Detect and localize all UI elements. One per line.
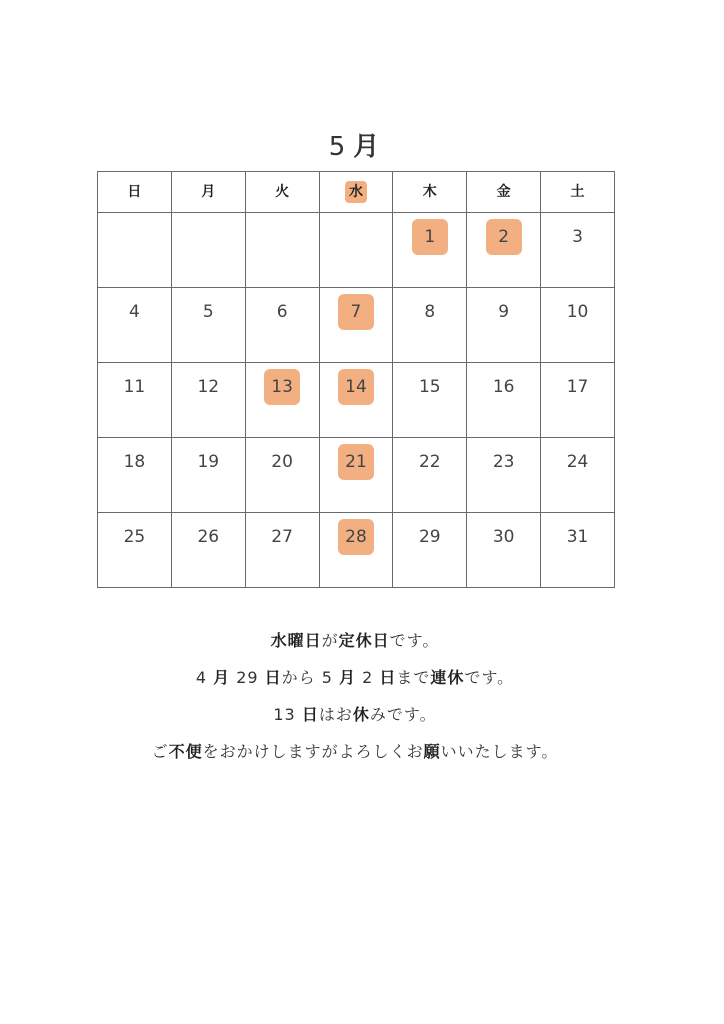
weekday-header — [245, 172, 319, 213]
weekday-label: 月 — [201, 184, 216, 200]
day-number: 10 — [566, 302, 589, 322]
weekday-header — [467, 172, 541, 213]
weekday-header — [541, 172, 615, 213]
week-row — [98, 363, 615, 438]
notice-segment: 2 — [356, 668, 380, 687]
day-number: 30 — [492, 527, 515, 547]
weekday-label: 土 — [570, 184, 585, 200]
day-cell — [319, 438, 393, 513]
notice-emphasis: 月 — [213, 668, 231, 687]
day-cell — [467, 288, 541, 363]
day-cell — [467, 438, 541, 513]
notice-segment: から 5 — [281, 668, 340, 687]
notice-emphasis: 水曜日 — [270, 631, 322, 650]
notice-segment: です。 — [464, 668, 515, 687]
day-cell — [393, 213, 467, 288]
day-cell — [467, 513, 541, 588]
weekday-header — [319, 172, 393, 213]
day-number: 25 — [123, 527, 146, 547]
week-row — [98, 438, 615, 513]
month-number: 5 — [328, 132, 348, 162]
weekday-header-row — [98, 172, 615, 213]
day-number: 6 — [276, 302, 288, 322]
day-cell — [98, 438, 172, 513]
notice-emphasis: 願 — [423, 742, 441, 761]
day-number: 4 — [129, 302, 140, 322]
notice-segment: まで — [396, 668, 431, 687]
notice-emphasis: 日 — [301, 705, 319, 724]
day-number: 23 — [492, 452, 515, 472]
day-cell — [98, 513, 172, 588]
notice-emphasis: 休 — [352, 705, 370, 724]
day-number: 19 — [197, 452, 220, 472]
week-row — [98, 213, 615, 288]
holiday-day-number: 21 — [338, 444, 374, 480]
weekday-label: 日 — [127, 184, 142, 200]
day-number: 26 — [197, 527, 220, 547]
holiday-day-number: 7 — [338, 294, 374, 330]
notice-segment: ご — [151, 742, 169, 761]
day-number: 8 — [424, 302, 436, 322]
weekday-label: 水 — [345, 181, 367, 203]
notice-segment: 29 — [230, 668, 265, 687]
weekday-header — [98, 172, 172, 213]
notice-line — [0, 622, 710, 659]
month-unit: 月 — [353, 132, 382, 162]
notice-emphasis: 日 — [264, 668, 282, 687]
weekday-header — [171, 172, 245, 213]
notice-line — [0, 733, 710, 770]
notice-emphasis: 月 — [339, 668, 357, 687]
notice-segment: 13 — [273, 705, 302, 724]
day-cell — [171, 288, 245, 363]
day-cell — [541, 213, 615, 288]
day-cell — [245, 288, 319, 363]
notice-segment: をおかけしますがよろしくお — [202, 742, 424, 761]
day-number: 3 — [572, 227, 583, 247]
day-cell — [393, 438, 467, 513]
week-row — [98, 288, 615, 363]
day-cell — [98, 288, 172, 363]
holiday-day-number: 1 — [412, 219, 448, 255]
day-cell — [467, 363, 541, 438]
day-number: 31 — [566, 527, 589, 547]
holiday-day-number: 2 — [486, 219, 522, 255]
day-number: 24 — [566, 452, 589, 472]
day-cell — [467, 213, 541, 288]
day-number: 16 — [492, 377, 515, 397]
day-cell — [171, 513, 245, 588]
day-cell — [541, 363, 615, 438]
day-cell — [245, 363, 319, 438]
day-cell — [171, 213, 245, 288]
weekday-label: 火 — [275, 184, 290, 200]
notice-emphasis: 定休日 — [338, 631, 390, 650]
notice-segment: みです。 — [369, 705, 437, 724]
day-number: 20 — [271, 452, 293, 472]
day-cell — [393, 288, 467, 363]
notice-segment: です。 — [389, 631, 440, 650]
day-number: 29 — [418, 527, 441, 547]
day-cell — [245, 213, 319, 288]
notice-line — [0, 696, 710, 733]
day-number: 18 — [123, 452, 146, 472]
week-row — [98, 513, 615, 588]
notice-segment: いいたします。 — [440, 742, 559, 761]
day-cell — [98, 213, 172, 288]
day-cell — [245, 438, 319, 513]
notice-segment: はお — [318, 705, 353, 724]
day-cell — [541, 438, 615, 513]
day-number: 5 — [202, 302, 214, 322]
day-cell — [245, 513, 319, 588]
day-cell — [319, 213, 393, 288]
day-cell — [98, 363, 172, 438]
calendar-body — [98, 213, 615, 588]
weekday-label: 金 — [496, 184, 511, 200]
day-cell — [541, 513, 615, 588]
month-title — [0, 128, 710, 166]
day-cell — [319, 513, 393, 588]
notice-emphasis: 日 — [379, 668, 397, 687]
day-cell — [393, 363, 467, 438]
day-number: 12 — [197, 377, 220, 397]
day-cell — [171, 363, 245, 438]
calendar-grid — [97, 171, 615, 588]
day-number: 22 — [418, 452, 441, 472]
day-number: 15 — [418, 377, 441, 397]
notice-emphasis: 連休 — [430, 668, 465, 687]
day-cell — [393, 513, 467, 588]
weekday-label: 木 — [422, 184, 437, 200]
day-cell — [319, 363, 393, 438]
notice-line — [0, 659, 710, 696]
day-number: 17 — [566, 377, 589, 397]
weekday-header — [393, 172, 467, 213]
day-number: 27 — [271, 527, 293, 547]
day-number: 11 — [123, 377, 146, 397]
holiday-day-number: 14 — [338, 369, 374, 405]
day-number: 9 — [498, 302, 510, 322]
day-cell — [541, 288, 615, 363]
holiday-day-number: 28 — [338, 519, 374, 555]
notice-text — [0, 622, 710, 770]
day-cell — [171, 438, 245, 513]
notice-emphasis: 不便 — [168, 742, 203, 761]
notice-segment: 4 — [195, 668, 214, 687]
notice-segment: が — [321, 631, 339, 650]
holiday-day-number: 13 — [264, 369, 300, 405]
day-cell — [319, 288, 393, 363]
